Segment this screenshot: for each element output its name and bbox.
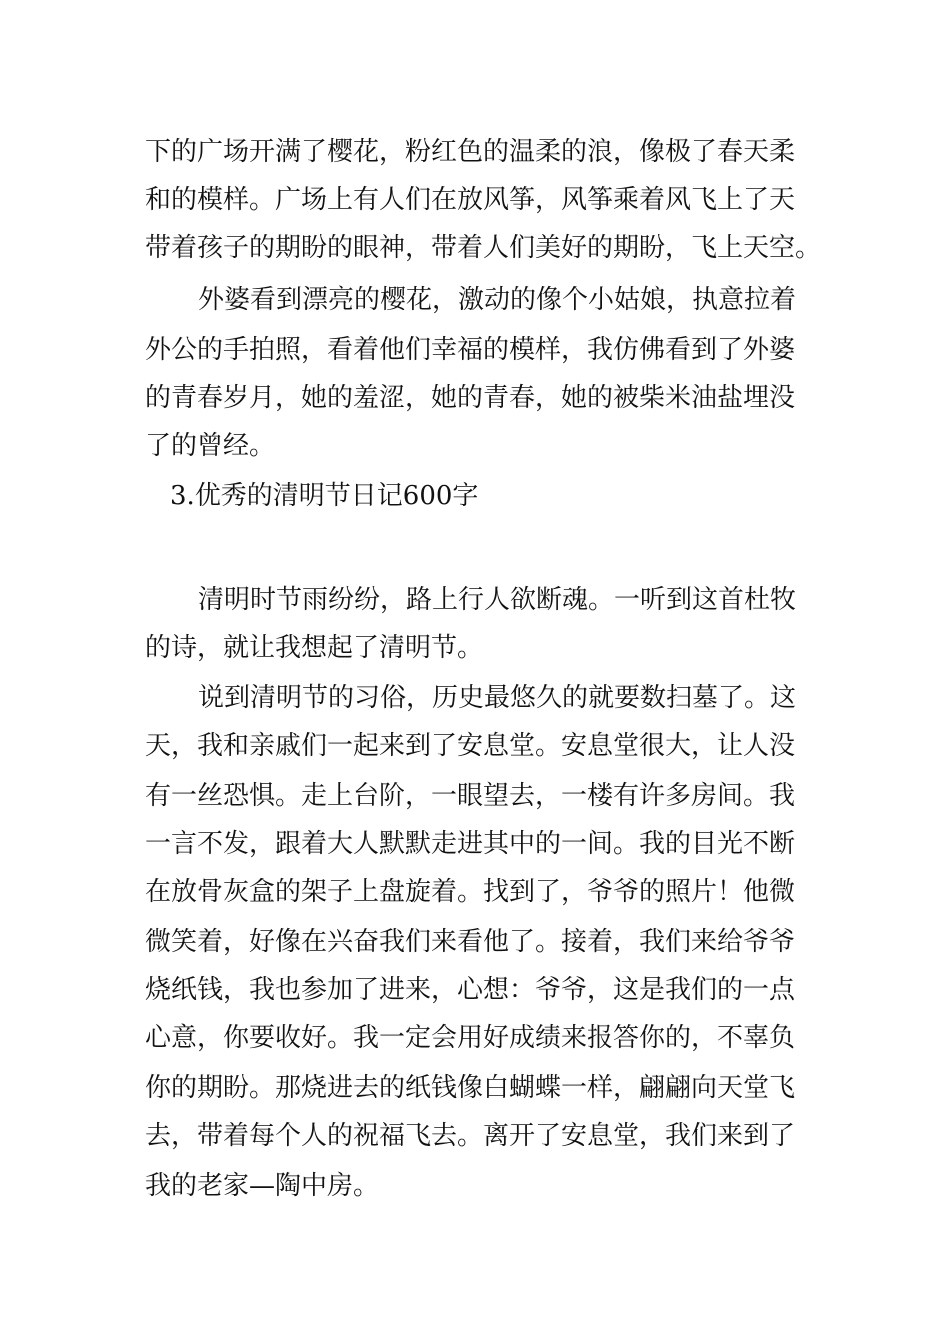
paragraph-line: 在放骨灰盒的架子上盘旋着。找到了，爷爷的照片！他微 bbox=[145, 877, 796, 907]
paragraph-line: 心意，你要收好。我一定会用好成绩来报答你的，不辜负 bbox=[145, 1023, 796, 1053]
paragraph-line: 去，带着每个人的祝福飞去。离开了安息堂，我们来到了 bbox=[145, 1121, 796, 1151]
paragraph-line: 我的老家—陶中房。 bbox=[145, 1171, 380, 1201]
paragraph-line: 烧纸钱，我也参加了进来，心想：爷爷，这是我们的一点 bbox=[145, 975, 796, 1005]
paragraph-line: 有一丝恐惧。走上台阶，一眼望去，一楼有许多房间。我 bbox=[145, 781, 796, 811]
paragraph-line: 的诗，就让我想起了清明节。 bbox=[145, 633, 484, 663]
paragraph-line: 带着孩子的期盼的眼神，带着人们美好的期盼，飞上天空。 bbox=[145, 233, 822, 263]
paragraph-line: 下的广场开满了樱花，粉红色的温柔的浪，像极了春天柔 bbox=[145, 137, 796, 167]
paragraph-line: 的青春岁月，她的羞涩，她的青春，她的被柴米油盐埋没 bbox=[145, 383, 796, 413]
paragraph-line: 天，我和亲戚们一起来到了安息堂。安息堂很大，让人没 bbox=[145, 731, 796, 761]
paragraph-line: 和的模样。广场上有人们在放风筝，风筝乘着风飞上了天 bbox=[145, 185, 796, 215]
paragraph-line: 说到清明节的习俗，历史最悠久的就要数扫墓了。这 bbox=[198, 683, 797, 713]
paragraph-line: 微笑着，好像在兴奋我们来看他了。接着，我们来给爷爷 bbox=[145, 927, 796, 957]
paragraph-line: 你的期盼。那烧进去的纸钱像白蝴蝶一样，翩翩向天堂飞 bbox=[145, 1073, 796, 1103]
paragraph-line: 外公的手拍照，看着他们幸福的模样，我仿佛看到了外婆 bbox=[145, 335, 796, 365]
section-heading: 3.优秀的清明节日记600字 bbox=[170, 481, 479, 511]
paragraph-line: 一言不发，跟着大人默默走进其中的一间。我的目光不断 bbox=[145, 829, 796, 859]
paragraph-line: 了的曾经。 bbox=[145, 431, 276, 461]
paragraph-line: 外婆看到漂亮的樱花，激动的像个小姑娘，执意拉着 bbox=[198, 285, 797, 315]
paragraph-line: 清明时节雨纷纷，路上行人欲断魂。一听到这首杜牧 bbox=[198, 585, 797, 615]
